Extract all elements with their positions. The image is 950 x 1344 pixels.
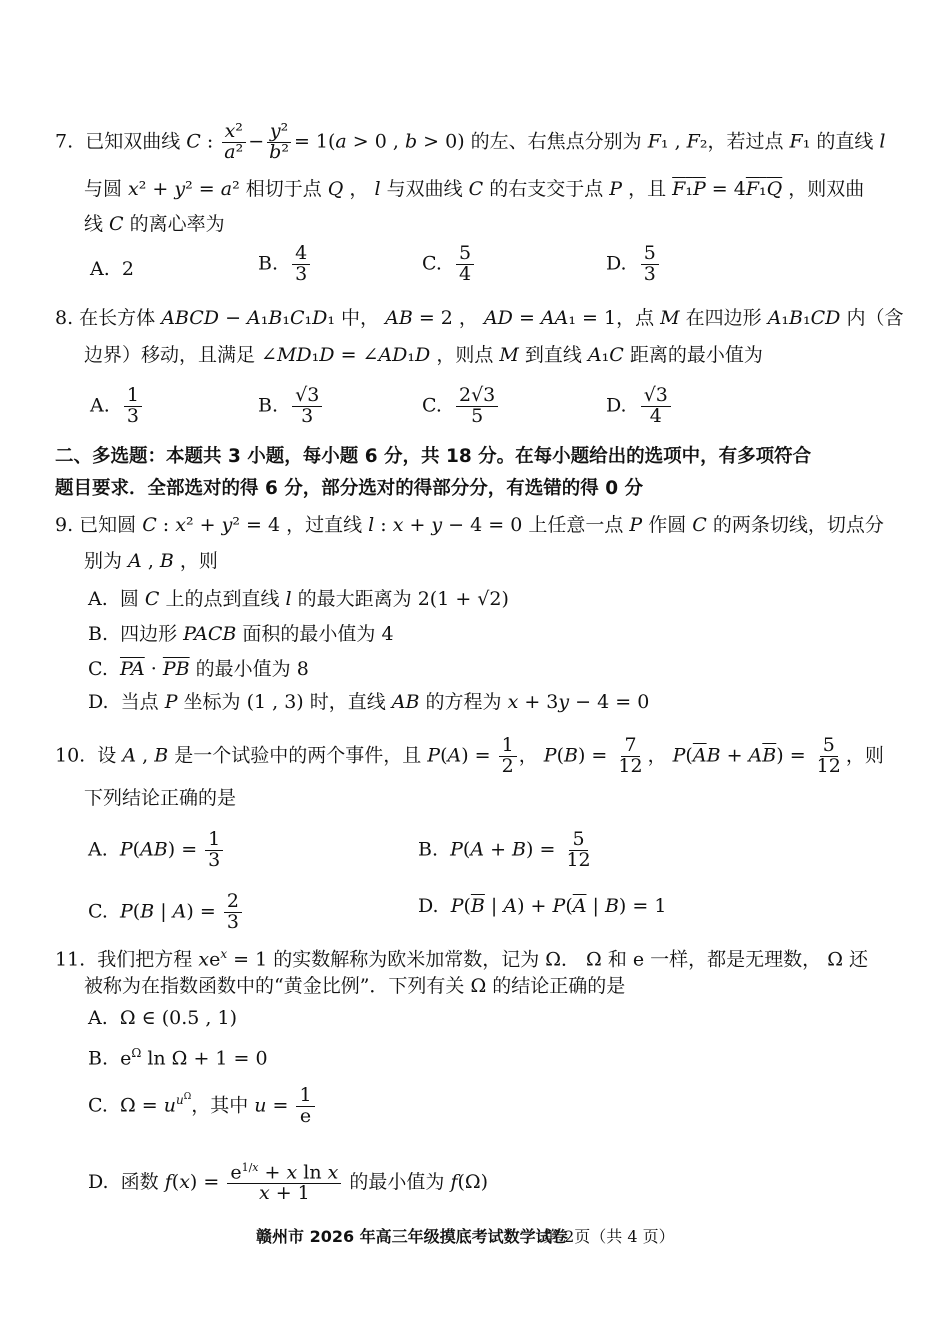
q7-line3: 线 C 的离心率为 <box>84 213 225 235</box>
q11-option-a: A. Ω ∈ (0.5 , 1) <box>88 1007 237 1029</box>
q8-option-d: D. $\frac{√3}{4}$ <box>606 386 673 427</box>
footer-page: 第 2页（共 4 页） <box>543 1227 675 1246</box>
q8-option-a: A. $\frac{1}{3}$ <box>90 386 144 427</box>
q10-line1: 10. 设 A , B 是一个试验中的两个事件，且 P(A) = $\frac{1}{2}$ ， P(B) = $\frac{7}{12}$ ， $P(\overline{A}B + A\overline{B})$ = $\frac{5}{12}$ ，则 <box>55 734 884 777</box>
q9-line1: 9. 已知圆 C : x² + y² = 4 ，过直线 l : x + y − 4 = 0 上任意一点 P 作圆 C 的两条切线，切点分 <box>55 514 884 536</box>
q10-option-d: D. $P(\overline{B}$ | $A) + P(\overline{A}$ | B) = 1 <box>418 895 667 917</box>
q11-option-c: C. $\Omega = u^{u^\Omega}$，其中 u = $\frac{1}{e}$ <box>88 1084 317 1127</box>
q7-line2: 与圆 x² + y² = a² 相切于点 Q ， l 与双曲线 C 的右支交于点 P ，且 F₁P = 4F₁Q ，则双曲 <box>84 178 865 200</box>
q10-line2: 下列结论正确的是 <box>84 787 237 809</box>
q8-option-b: B. $\frac{√3}{3}$ <box>258 386 324 427</box>
q9-line2: 别为 A , B ，则 <box>84 550 218 572</box>
q7-option-a: A. 2 <box>90 258 134 280</box>
q11-option-b: B. $e^\Omega$ ln Ω + 1 = 0 <box>88 1046 268 1070</box>
q7-option-d: D. $\frac{5}{3}$ <box>606 244 661 285</box>
q8-option-c: C. $\frac{2√3}{5}$ <box>422 386 500 427</box>
q9-option-d: D. 当点 P 坐标为 (1 , 3) 时，直线 AB 的方程为 x + 3y − 4 = 0 <box>88 691 650 713</box>
q10-option-b: B. P(A + B) = $\frac{5}{12}$ <box>418 828 591 871</box>
q9-option-b: B. 四边形 PACB 面积的最小值为 4 <box>88 623 394 645</box>
q8-line1: 8. 在长方体 ABCD − A₁B₁C₁D₁ 中， AB = 2 ， AD = AA₁ = 1，点 M 在四边形 A₁B₁CD 内（含 <box>55 307 904 329</box>
q10-option-a: A. P(AB) = $\frac{1}{3}$ <box>88 830 225 871</box>
q11-option-d: D. 函数 f(x) = $\frac{e^{1/x} + x \ln x}{x + 1}$ 的最小值为 f(Ω) <box>88 1161 489 1205</box>
q9-option-c: C. $\overline{PA} \cdot \overline{PB}$ 的最小值为 8 <box>88 658 309 680</box>
section2-line2: 题目要求．全部选对的得 6 分，部分选对的得部分分，有选错的得 0 分 <box>55 478 644 499</box>
q11-line2: 被称为在指数函数中的“黄金比例”．下列有关 Ω 的结论正确的是 <box>84 975 626 997</box>
q7-line1: 7. 已知双曲线 C : $\frac{\text{x²}}{\text{a²}}$ − $\frac{\text{y²}}{\text{b²}}$ = 1(a > 0 , b > 0) 的左、右焦点分别为 F₁ , F₂，若过点 F₁ 的直线 l <box>55 120 886 163</box>
q10-option-c: C. P(B | A) = $\frac{2}{3}$ <box>88 892 244 933</box>
q7-option-b: B. $\frac{4}{3}$ <box>258 244 312 285</box>
footer-title: 赣州市 2026 年高三年级摸底考试数学试卷 <box>256 1227 568 1246</box>
q9-option-a: A. 圆 C 上的点到直线 l 的最大距离为 2(1 + √2) <box>88 588 509 610</box>
q7-option-c: C. $\frac{5}{4}$ <box>422 244 476 285</box>
section2-line1: 二、多选题：本题共 3 小题，每小题 6 分，共 18 分。在每小题给出的选项中，有多项符合 <box>55 446 812 467</box>
q8-line2: 边界）移动，且满足 ∠MD₁D = ∠AD₁D ，则点 M 到直线 A₁C 距离的最小值为 <box>84 344 763 366</box>
q11-line1: 11. 我们把方程 $xe^x = 1$ 的实数解称为欧米加常数，记为 Ω． Ω 和 e 一样，都是无理数， Ω 还 <box>55 947 869 971</box>
